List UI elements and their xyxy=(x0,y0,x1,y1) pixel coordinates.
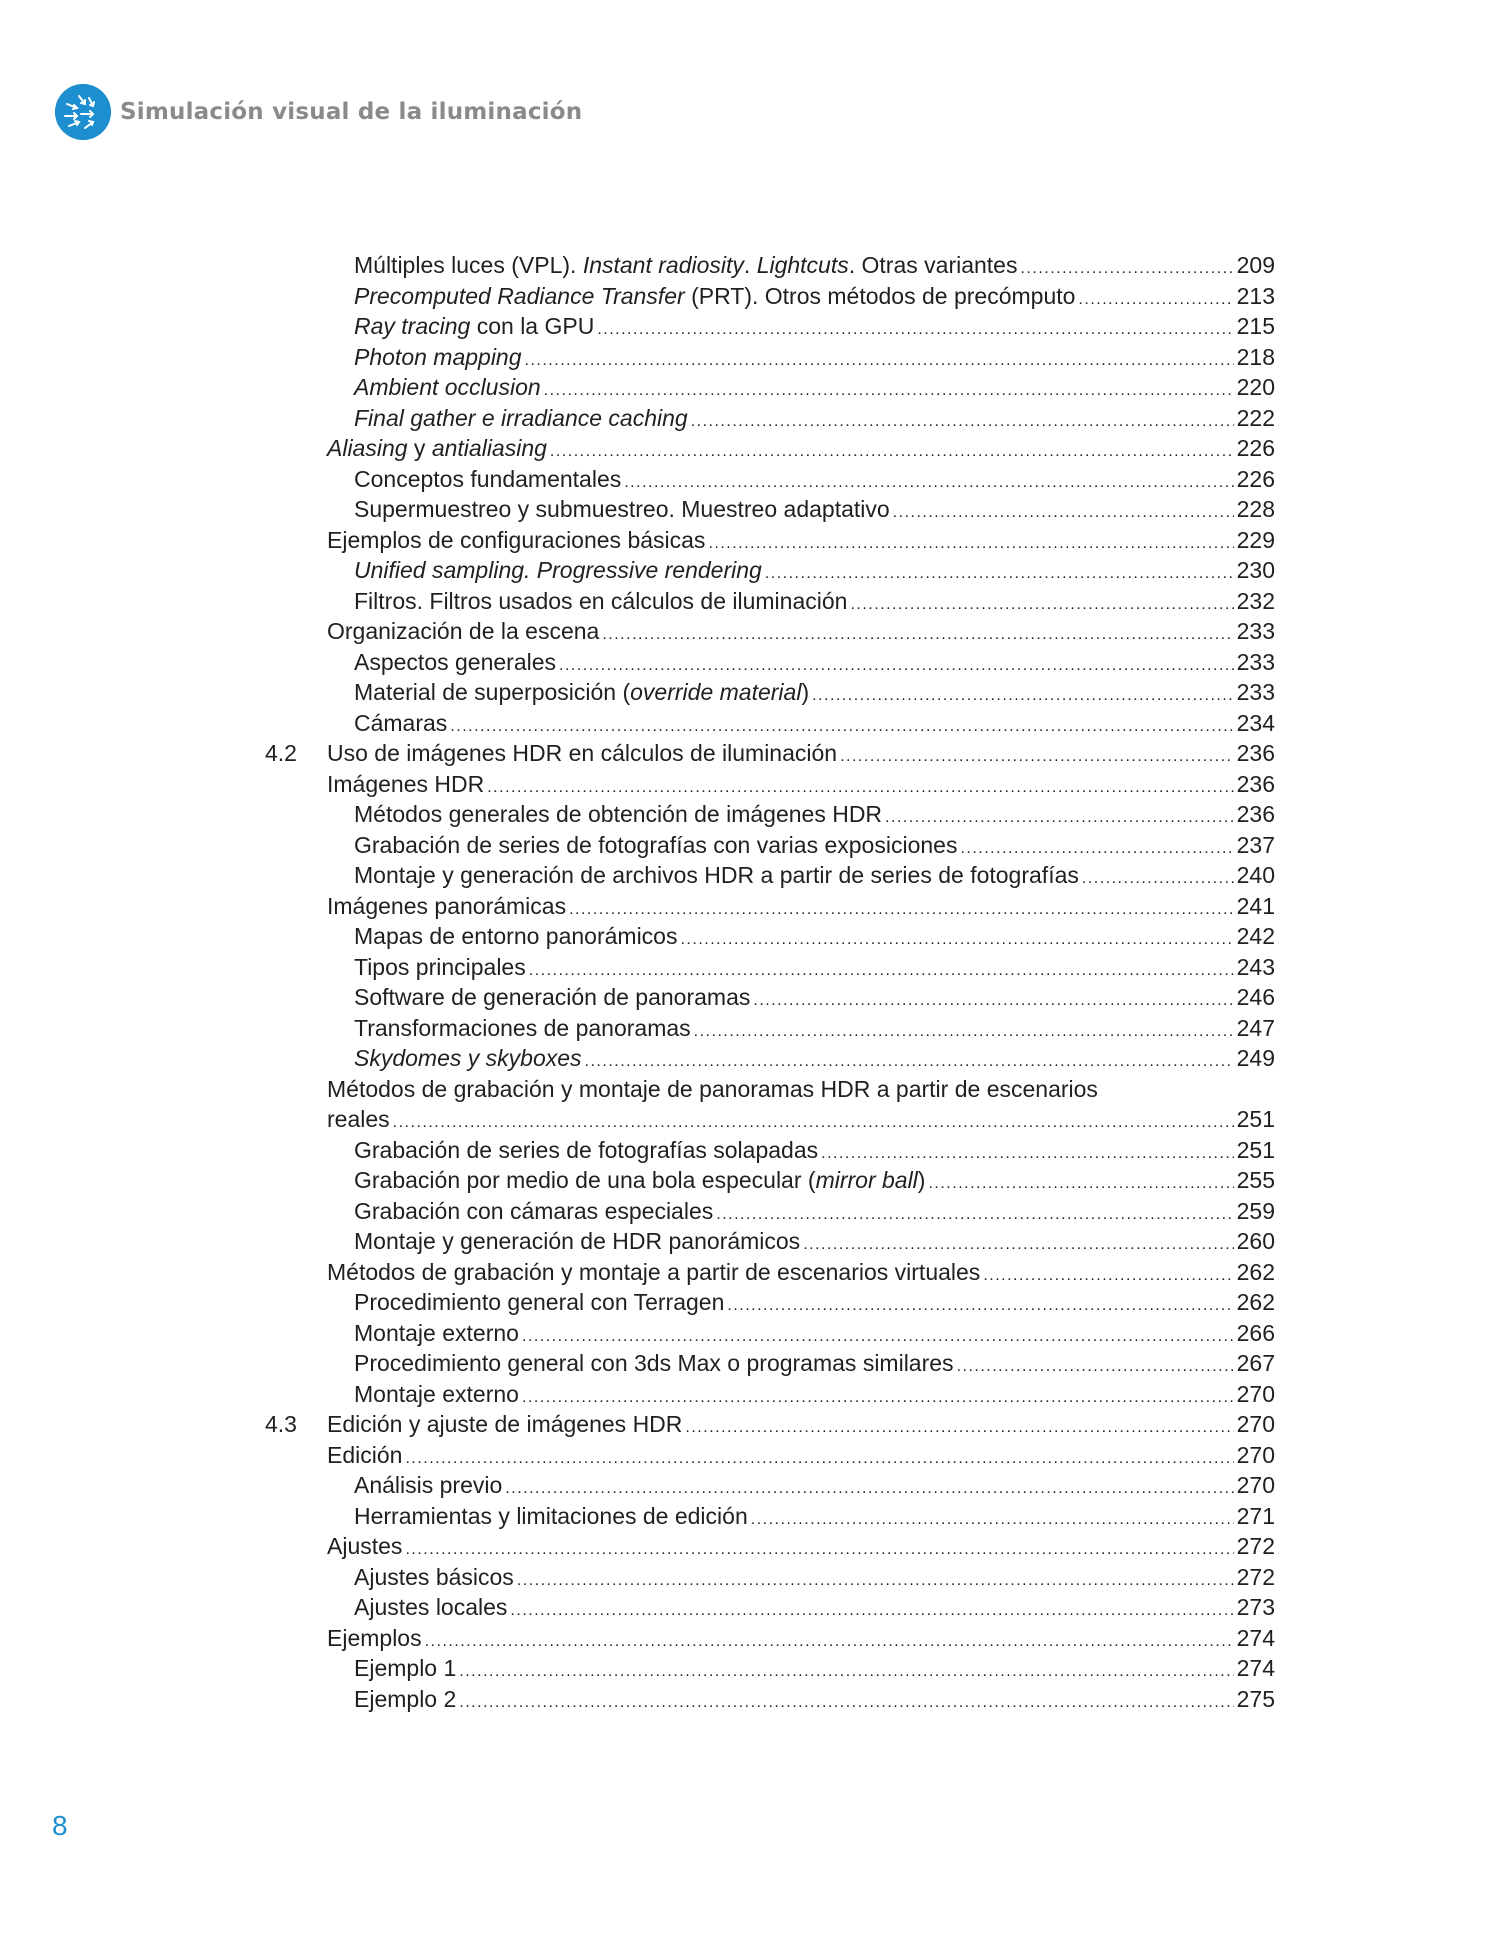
toc-entry-title xyxy=(354,1226,800,1257)
toc-entry xyxy=(265,860,1275,891)
toc-entry xyxy=(265,1318,1275,1349)
toc-title-segment: Aliasing xyxy=(327,435,408,461)
toc-title-segment: Uso de imágenes HDR en cálculos de iluminación xyxy=(327,740,838,766)
toc-entry-body xyxy=(327,1104,1275,1139)
toc-entry xyxy=(265,647,1275,678)
toc-title-segment: Imágenes panorámicas xyxy=(327,892,567,919)
toc-title-segment: Montaje y generación de HDR panorámicos xyxy=(354,1228,801,1254)
toc-entry-body xyxy=(327,769,1275,804)
toc-entry xyxy=(265,1043,1275,1074)
toc-entry-body xyxy=(354,586,1275,621)
toc-title-segment: Edición y ajuste de imágenes HDR xyxy=(327,1411,683,1437)
toc-title-segment: Ajustes locales xyxy=(354,1594,508,1620)
toc-entry-body xyxy=(354,1043,1275,1078)
toc-title-segment: Material de superposición ( xyxy=(354,679,631,705)
toc-title-segment: Herramientas y limitaciones de edición xyxy=(354,1502,748,1529)
toc-page-number: 218 xyxy=(1236,343,1275,370)
toc-page-number: 262 xyxy=(1236,1289,1275,1315)
toc-entry-title xyxy=(354,1013,691,1044)
toc-page-number: 237 xyxy=(1236,831,1275,858)
toc-entry xyxy=(265,586,1275,617)
toc-page-number: 251 xyxy=(1236,1136,1275,1163)
toc-entry-body xyxy=(354,921,1275,956)
toc-title-segment: Precomputed Radiance Transfer xyxy=(354,282,685,309)
toc-page-number: 246 xyxy=(1236,984,1275,1010)
toc-entry-title xyxy=(327,433,547,464)
toc-entry xyxy=(265,677,1275,708)
toc-entry xyxy=(265,952,1275,983)
toc-title-segment: Ejemplos xyxy=(327,1624,422,1651)
toc-entry-title xyxy=(354,586,847,617)
toc-entry-body xyxy=(354,1226,1275,1261)
toc-entry-body xyxy=(354,555,1275,590)
toc-entry xyxy=(265,1440,1275,1471)
toc-title-segment: Ray tracing xyxy=(354,313,471,339)
toc-page-number: 236 xyxy=(1236,770,1275,797)
toc-entry-title xyxy=(327,738,837,769)
toc-entry xyxy=(265,1287,1275,1318)
toc-entry-title xyxy=(354,708,447,739)
toc-title-segment: Organización de la escena xyxy=(327,618,600,644)
toc-title-segment: reales xyxy=(327,1106,390,1132)
toc-title-segment: Métodos de grabación y montaje de panoramas HDR a partir de escenarios xyxy=(327,1075,1098,1102)
toc-entry-body xyxy=(354,1318,1275,1353)
toc-page-number: 274 xyxy=(1236,1655,1275,1681)
toc-entry-body xyxy=(354,860,1275,895)
toc-entry xyxy=(265,1226,1275,1257)
toc-entry-body xyxy=(354,982,1275,1017)
toc-entry-body xyxy=(327,1409,1275,1444)
toc-entry-title xyxy=(327,1074,1098,1105)
toc-entry-title xyxy=(327,891,566,922)
toc-title-segment: Ajustes xyxy=(327,1533,403,1559)
toc-entry-title xyxy=(354,281,1075,312)
toc-page-number: 273 xyxy=(1236,1594,1275,1620)
toc-title-segment: Photon mapping xyxy=(354,343,522,370)
toc-page-number: 272 xyxy=(1236,1533,1275,1559)
toc-entry xyxy=(265,1409,1275,1440)
toc-title-segment: . xyxy=(743,252,757,278)
toc-entry xyxy=(265,1623,1275,1654)
toc-entry xyxy=(265,708,1275,739)
toc-page-number: 243 xyxy=(1236,953,1275,980)
toc-title-segment: Edición xyxy=(327,1441,403,1468)
toc-title-segment: Ajustes básicos xyxy=(354,1563,514,1590)
toc-page-number: 236 xyxy=(1236,801,1275,827)
toc-entry-title xyxy=(354,860,1079,891)
toc-title-segment: Imágenes HDR xyxy=(327,770,485,797)
toc-entry-body xyxy=(354,281,1275,316)
toc-entry-title xyxy=(354,1653,456,1684)
toc-entry-body xyxy=(327,891,1275,926)
book-title: Simulación visual de la iluminación xyxy=(120,99,583,125)
toc-entry-body xyxy=(354,1196,1275,1231)
toc-entry-body xyxy=(327,433,1275,468)
toc-entry-body xyxy=(327,1257,1275,1292)
toc-page-number: 271 xyxy=(1236,1502,1275,1529)
toc-entry xyxy=(265,1531,1275,1562)
toc-page-number: 266 xyxy=(1236,1319,1275,1346)
toc-page-number: 270 xyxy=(1236,1441,1275,1468)
toc-title-segment: Procedimiento general con Terragen xyxy=(354,1289,725,1315)
toc-entry-title xyxy=(354,250,1017,281)
toc-entry-body xyxy=(354,1287,1275,1322)
toc-page-number: 220 xyxy=(1236,374,1275,400)
toc-page-number: 267 xyxy=(1236,1350,1275,1376)
toc-entry-title xyxy=(327,1440,402,1471)
toc-title-segment: Mapas de entorno panorámicos xyxy=(354,923,678,949)
toc-entry xyxy=(265,1013,1275,1044)
toc-entry-title xyxy=(354,311,594,342)
toc-entry-body xyxy=(327,616,1275,651)
toc-title-segment: Transformaciones de panoramas xyxy=(354,1014,691,1041)
toc-entry-body xyxy=(354,342,1275,377)
toc-entry xyxy=(265,281,1275,312)
table-of-contents xyxy=(265,250,1275,1714)
toc-page-number: 241 xyxy=(1236,892,1275,919)
toc-entry-body xyxy=(354,1653,1275,1688)
toc-entry xyxy=(265,891,1275,922)
toc-entry xyxy=(265,525,1275,556)
toc-entry-title xyxy=(354,1348,954,1379)
toc-entry-body xyxy=(354,647,1275,682)
toc-title-segment: Procedimiento general con 3ds Max o programas similares xyxy=(354,1350,954,1376)
toc-page-number: 262 xyxy=(1236,1258,1275,1285)
toc-entry xyxy=(265,1257,1275,1288)
toc-entry-title xyxy=(327,769,484,800)
toc-entry-body xyxy=(354,1165,1275,1200)
toc-entry-body xyxy=(354,1348,1275,1383)
toc-entry-title xyxy=(354,1501,748,1532)
toc-entry xyxy=(265,342,1275,373)
page-number: 8 xyxy=(52,1810,68,1841)
toc-entry-body xyxy=(354,799,1275,834)
toc-entry-title xyxy=(327,1623,422,1654)
toc-entry-title xyxy=(327,1104,390,1135)
toc-entry-title xyxy=(354,1592,507,1623)
toc-entry-body xyxy=(327,525,1275,560)
toc-entry-title xyxy=(327,1531,402,1562)
toc-entry xyxy=(265,1379,1275,1410)
toc-entry-title xyxy=(354,952,526,983)
toc-title-segment: Lightcuts xyxy=(756,252,849,278)
toc-entry-title xyxy=(354,1684,456,1715)
toc-entry xyxy=(265,1104,1275,1135)
running-header xyxy=(55,84,582,140)
toc-title-segment: . Otras variantes xyxy=(848,252,1018,278)
toc-entry-title xyxy=(354,403,688,434)
toc-entry xyxy=(265,1196,1275,1227)
toc-title-segment: Filtros. Filtros usados en cálculos de iluminación xyxy=(354,587,848,614)
toc-page-number: 234 xyxy=(1236,709,1275,736)
toc-title-segment: Skydomes y skyboxes xyxy=(354,1045,582,1071)
toc-page-number: 240 xyxy=(1236,862,1275,888)
toc-page-number: 270 xyxy=(1236,1472,1275,1498)
toc-entry xyxy=(265,311,1275,342)
toc-page-number: 272 xyxy=(1236,1563,1275,1590)
toc-entry-body xyxy=(354,494,1275,529)
toc-title-segment: (PRT). Otros métodos de precómputo xyxy=(684,282,1076,309)
toc-entry-body xyxy=(354,403,1275,438)
toc-title-segment: con la GPU xyxy=(470,313,595,339)
toc-entry-body xyxy=(354,1501,1275,1536)
toc-title-segment: Múltiples luces (VPL). xyxy=(354,252,583,278)
toc-entry xyxy=(265,616,1275,647)
toc-page-number: 228 xyxy=(1236,496,1275,522)
toc-title-segment: Grabación de series de fotografías con varias exposiciones xyxy=(354,831,958,858)
toc-entry-title xyxy=(327,1409,682,1440)
toc-page-number: 242 xyxy=(1236,923,1275,949)
toc-entry-body xyxy=(354,1470,1275,1505)
section-number: 4.3 xyxy=(265,1411,297,1437)
toc-entry-title xyxy=(327,1257,980,1288)
toc-entry-title xyxy=(354,647,556,678)
toc-entry-body xyxy=(354,1013,1275,1048)
section-number: 4.2 xyxy=(265,740,297,766)
toc-page-number: 270 xyxy=(1236,1380,1275,1407)
toc-title-segment: Final gather e irradiance caching xyxy=(354,404,688,431)
toc-entry-title xyxy=(354,1562,514,1593)
toc-entry-title xyxy=(354,1165,925,1196)
toc-entry xyxy=(265,403,1275,434)
toc-entry-body xyxy=(354,677,1275,712)
toc-entry-title xyxy=(354,555,762,586)
toc-entry xyxy=(265,1501,1275,1532)
toc-page-number: 274 xyxy=(1236,1624,1275,1651)
toc-page-number: 222 xyxy=(1236,404,1275,431)
toc-entry-title xyxy=(354,1196,713,1227)
toc-title-segment: Instant radiosity xyxy=(582,252,744,278)
toc-entry-body xyxy=(327,1623,1275,1658)
toc-title-segment: Grabación de series de fotografías solapadas xyxy=(354,1136,819,1163)
toc-page-number: 233 xyxy=(1236,648,1275,675)
toc-entry-title xyxy=(327,616,599,647)
toc-page-number: 255 xyxy=(1236,1167,1275,1193)
toc-page-number: 247 xyxy=(1236,1014,1275,1041)
toc-entry xyxy=(265,1165,1275,1196)
toc-entry-body xyxy=(327,1074,1275,1105)
toc-page-number: 260 xyxy=(1236,1228,1275,1254)
toc-entry-title xyxy=(354,1287,724,1318)
toc-title-segment: Ambient occlusion xyxy=(354,374,541,400)
toc-entry-body xyxy=(354,952,1275,987)
toc-page-number: 259 xyxy=(1236,1197,1275,1224)
toc-title-segment: Software de generación de panoramas xyxy=(354,984,751,1010)
toc-page-number: 232 xyxy=(1236,587,1275,614)
toc-entry-title xyxy=(354,1318,519,1349)
toc-page-number: 270 xyxy=(1236,1411,1275,1437)
toc-title-segment: Unified sampling. Progressive rendering xyxy=(354,557,762,583)
toc-title-segment: Tipos principales xyxy=(354,953,526,980)
toc-title-segment: Ejemplo 2 xyxy=(354,1685,457,1712)
light-rays-icon xyxy=(55,84,111,140)
toc-entry xyxy=(265,1348,1275,1379)
toc-entry-body xyxy=(327,1531,1275,1566)
toc-entry-title xyxy=(354,799,882,830)
toc-entry xyxy=(265,250,1275,281)
toc-page-number: 209 xyxy=(1236,252,1275,278)
toc-entry xyxy=(265,555,1275,586)
toc-page-number: 249 xyxy=(1236,1045,1275,1071)
toc-entry-body xyxy=(354,1379,1275,1414)
toc-entry-body xyxy=(354,250,1275,285)
toc-entry xyxy=(265,830,1275,861)
toc-title-segment: Conceptos fundamentales xyxy=(354,465,622,492)
toc-entry-title xyxy=(354,830,957,861)
toc-entry xyxy=(265,1592,1275,1623)
toc-page-number: 233 xyxy=(1236,618,1275,644)
toc-entry-title xyxy=(354,464,621,495)
toc-title-segment: Análisis previo xyxy=(354,1472,503,1498)
toc-entry xyxy=(265,799,1275,830)
toc-title-segment: Montaje externo xyxy=(354,1319,519,1346)
toc-title-segment: Grabación con cámaras especiales xyxy=(354,1197,714,1224)
toc-entry xyxy=(265,982,1275,1013)
toc-entry-title xyxy=(354,982,750,1013)
toc-entry xyxy=(265,1562,1275,1593)
toc-title-segment: override material xyxy=(630,679,802,705)
toc-page-number: 251 xyxy=(1236,1106,1275,1132)
toc-title-segment: mirror ball xyxy=(815,1167,918,1193)
toc-entry xyxy=(265,1653,1275,1684)
toc-entry xyxy=(265,464,1275,495)
toc-entry-body xyxy=(354,1135,1275,1170)
toc-page-number: 226 xyxy=(1236,435,1275,461)
toc-entry-title xyxy=(354,1043,582,1074)
toc-entry-body xyxy=(354,372,1275,407)
toc-title-segment: Métodos de grabación y montaje a partir de escenarios virtuales xyxy=(327,1258,981,1285)
toc-page-number: 229 xyxy=(1236,526,1275,553)
toc-entry-body xyxy=(354,708,1275,743)
toc-entry xyxy=(265,494,1275,525)
toc-entry-title xyxy=(354,1135,818,1166)
toc-entry-body xyxy=(327,738,1275,773)
toc-title-segment: antialiasing xyxy=(431,435,547,461)
toc-entry-body xyxy=(354,1592,1275,1627)
toc-entry-body xyxy=(327,1440,1275,1475)
toc-page-number: 233 xyxy=(1236,679,1275,705)
toc-entry xyxy=(265,1684,1275,1715)
toc-title-segment: Cámaras xyxy=(354,709,448,736)
toc-entry-title xyxy=(354,372,541,403)
toc-title-segment: Montaje externo xyxy=(354,1380,519,1407)
toc-entry xyxy=(265,921,1275,952)
toc-title-segment: Ejemplo 1 xyxy=(354,1655,457,1681)
toc-title-segment: Grabación por medio de una bola especular ( xyxy=(354,1167,816,1193)
toc-page-number: 236 xyxy=(1236,740,1275,766)
toc-title-segment: Métodos generales de obtención de imágenes HDR xyxy=(354,801,883,827)
toc-entry-body xyxy=(354,1684,1275,1719)
toc-entry-title xyxy=(354,494,890,525)
toc-entry-title xyxy=(354,921,677,952)
toc-page-number: 230 xyxy=(1236,557,1275,583)
toc-page-number: 213 xyxy=(1236,282,1275,309)
toc-entry xyxy=(265,1135,1275,1166)
toc-entry-body xyxy=(354,830,1275,865)
toc-entry xyxy=(265,433,1275,464)
toc-entry-title xyxy=(327,525,705,556)
toc-entry xyxy=(265,1074,1275,1105)
toc-page-number: 226 xyxy=(1236,465,1275,492)
toc-page-number: 215 xyxy=(1236,313,1275,339)
toc-entry xyxy=(265,769,1275,800)
toc-entry-body xyxy=(354,1562,1275,1597)
toc-entry xyxy=(265,738,1275,769)
toc-page-number: 275 xyxy=(1236,1685,1275,1712)
toc-entry-title xyxy=(354,342,522,373)
toc-entry-title xyxy=(354,1470,502,1501)
toc-title-segment: Aspectos generales xyxy=(354,648,557,675)
toc-title-segment: Supermuestreo y submuestreo. Muestreo adaptativo xyxy=(354,496,890,522)
toc-title-segment: ) xyxy=(801,679,810,705)
dot-leader xyxy=(459,1688,1233,1719)
toc-entry-body xyxy=(354,311,1275,346)
toc-title-segment: Montaje y generación de archivos HDR a partir de series de fotografías xyxy=(354,862,1079,888)
toc-title-segment: Ejemplos de configuraciones básicas xyxy=(327,526,706,553)
toc-entry-title xyxy=(354,677,809,708)
toc-entry-body xyxy=(354,464,1275,499)
toc-title-segment: y xyxy=(407,435,432,461)
toc-entry-title xyxy=(354,1379,519,1410)
toc-title-segment: ) xyxy=(917,1167,926,1193)
toc-entry xyxy=(265,1470,1275,1501)
toc-entry xyxy=(265,372,1275,403)
